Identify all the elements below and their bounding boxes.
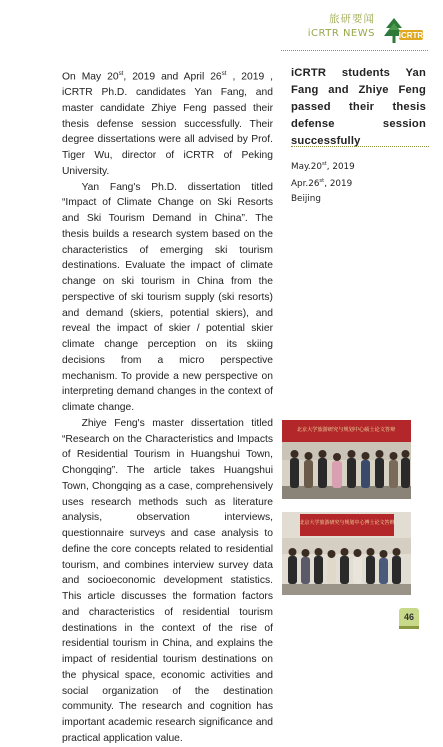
- sidebar-title: iCRTR students Yan Fang and Zhiye Feng passed their thesis defense session successfully: [291, 67, 426, 147]
- article-paragraph-3: Zhiye Feng's master dissertation titled “Research on the Characteristics and Impacts of Residential Tourism in Huangshui Town, Chongqing”. The article takes Huangshui Town, Chongqing as a case, comprehensively uses research methods such as literature analysis, observation interviews, questionnaire surveys and case analysis to define the core concepts related to residential tourism, and combines interview survey data and socioeconomic development statistics. This article discusses the formation factors and characteristics of residential tourism destinations in the context of the rise of residential tourism in China, and explains the impact of residential tourism destinations on the physical space, economic activities and social organization of the destination community. The research and cognition has important academic research significance and practical application value.: [62, 417, 273, 744]
- article-paragraph-1: On May 20st, 2019 and April 26st , 2019 , iCRTR Ph.D. candidates Yan Fang, and master candidate Zhiye Feng passed their thesis defense session successfully. Their degree dissertations were all advised by Prof. Tiger Wu, director of iCRTR of Peking University.: [62, 70, 273, 177]
- section-title-cn: 旅研要闻: [329, 13, 375, 25]
- header-divider: [281, 50, 428, 51]
- svg-text:iCRTR: iCRTR: [398, 31, 424, 40]
- event-meta: [291, 157, 355, 206]
- page-corner-accent: [399, 626, 419, 629]
- date-1: May.20st, 2019: [291, 161, 355, 172]
- section-header: [308, 14, 375, 39]
- defense-group-photo-2: [282, 512, 411, 595]
- section-title-en: iCRTR NEWS: [307, 27, 375, 39]
- photo2-banner-text: 北京大学旅游研究与规划中心博士论文答辩: [299, 520, 395, 526]
- date-2: Apr.26st, 2019: [291, 178, 353, 190]
- defense-group-photo-1: [282, 420, 411, 499]
- event-location: Beijing: [291, 193, 321, 204]
- photo1-banner-text: 北京大学旅游研究与规划中心硕士论文答辩: [296, 427, 396, 433]
- icrtr-logo-icon: [382, 16, 424, 46]
- sidebar-divider: [291, 146, 429, 147]
- article-body: [62, 66, 273, 747]
- article-paragraph-2: Yan Fang's Ph.D. dissertation titled “Impact of Climate Change on Ski Resorts and Ski Tourism Demand in China”. The thesis builds a research system based on the characteristics of emerging ski tourism destinations. Evaluate the impact of climate change on ski tourism in China from the perspective of ski tourism supply (ski resorts) and demand (skiers, potential skiers), and reveal the impact of skier / potential skier climate change perception on its skiing decisions from a micro perspective mechanism. To provide a new perspective on interpreting demand changes in the context of climate change.: [62, 181, 273, 414]
- page-number: 46: [399, 608, 419, 626]
